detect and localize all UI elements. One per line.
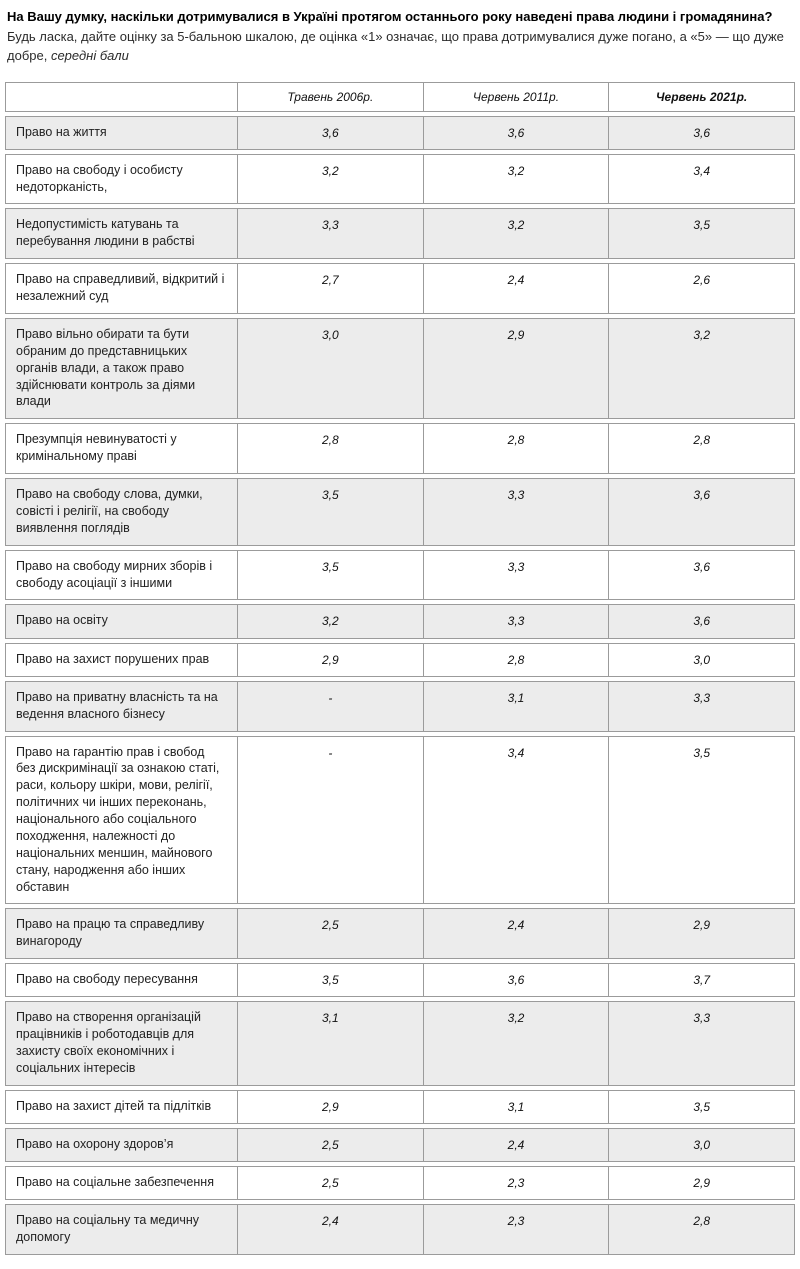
row-label: Право на соціальну та медичну допомогу xyxy=(5,1204,238,1255)
header-empty-cell xyxy=(5,82,238,112)
score-cell: 2,9 xyxy=(238,1090,424,1124)
score-cell: 3,6 xyxy=(609,116,795,150)
row-label: Право на свободу мирних зборів і свободу асоціації з іншими xyxy=(5,550,238,601)
score-cell: 3,6 xyxy=(609,478,795,546)
header-june-2011: Червень 2011р. xyxy=(424,82,610,112)
row-label: Право на створення організацій працівників і роботодавців для захисту своїх економічних і соціальних інтересів xyxy=(5,1001,238,1086)
score-cell: 3,2 xyxy=(238,604,424,638)
table-row xyxy=(5,263,795,314)
score-cell: 3,2 xyxy=(424,1001,610,1086)
row-label: Право на свободу слова, думки, совісті і релігії, на свободу виявлення поглядів xyxy=(5,478,238,546)
score-cell: 3,3 xyxy=(424,550,610,601)
score-cell: 3,6 xyxy=(609,550,795,601)
score-cell: 3,7 xyxy=(609,963,795,997)
score-cell: 3,3 xyxy=(609,1001,795,1086)
score-cell: 3,6 xyxy=(609,604,795,638)
score-cell: 3,5 xyxy=(238,963,424,997)
table-row xyxy=(5,604,795,638)
row-label: Право на свободу пересування xyxy=(5,963,238,997)
score-cell: 3,6 xyxy=(424,116,610,150)
score-cell: 2,3 xyxy=(424,1166,610,1200)
row-label: Право на соціальне забезпечення xyxy=(5,1166,238,1200)
score-cell: 3,5 xyxy=(609,736,795,905)
survey-question xyxy=(7,7,793,66)
score-cell: 3,5 xyxy=(238,478,424,546)
score-cell: 2,5 xyxy=(238,908,424,959)
row-label: Право вільно обирати та бути обраним до представницьких органів влади, а також право здійснювати контроль за діями влади xyxy=(5,318,238,419)
score-cell: 2,8 xyxy=(424,643,610,677)
table-header-row xyxy=(5,82,795,112)
score-cell: 2,7 xyxy=(238,263,424,314)
table-row xyxy=(5,1090,795,1124)
score-cell: 3,5 xyxy=(238,550,424,601)
score-cell: 2,3 xyxy=(424,1204,610,1255)
row-label: Право на справедливий, відкритий і незалежний суд xyxy=(5,263,238,314)
score-cell: 3,6 xyxy=(424,963,610,997)
row-label: Право на освіту xyxy=(5,604,238,638)
score-cell: 2,8 xyxy=(238,423,424,474)
score-cell: 3,0 xyxy=(609,643,795,677)
table-row xyxy=(5,1166,795,1200)
header-may-2006: Травень 2006р. xyxy=(238,82,424,112)
row-label: Право на охорону здоров’я xyxy=(5,1128,238,1162)
table-row xyxy=(5,643,795,677)
row-label: Презумпція невинуватості у кримінальному праві xyxy=(5,423,238,474)
table-row xyxy=(5,550,795,601)
table-row xyxy=(5,478,795,546)
score-cell: 3,3 xyxy=(238,208,424,259)
score-cell: 3,1 xyxy=(238,1001,424,1086)
score-cell: 3,2 xyxy=(238,154,424,205)
score-cell: 2,8 xyxy=(424,423,610,474)
table-row xyxy=(5,1001,795,1086)
score-cell: 2,4 xyxy=(424,1128,610,1162)
row-label: Право на життя xyxy=(5,116,238,150)
score-cell: 2,4 xyxy=(238,1204,424,1255)
table-row xyxy=(5,1128,795,1162)
score-cell: 3,4 xyxy=(609,154,795,205)
score-cell: 2,5 xyxy=(238,1128,424,1162)
score-cell: - xyxy=(238,736,424,905)
score-cell: 3,2 xyxy=(424,208,610,259)
score-cell: 3,2 xyxy=(609,318,795,419)
question-scale-explanation: Будь ласка, дайте оцінку за 5-бальною шкалою, де оцінка «1» означає, що права дотримувалися дуже погано, а «5» — що дуже добре, xyxy=(7,28,784,63)
score-cell: 3,0 xyxy=(609,1128,795,1162)
table-row xyxy=(5,154,795,205)
rights-ratings-table xyxy=(5,78,795,1260)
row-label: Недопустимість катувань та перебування людини в рабстві xyxy=(5,208,238,259)
table-row xyxy=(5,681,795,732)
score-cell: 2,9 xyxy=(424,318,610,419)
score-cell: 3,6 xyxy=(238,116,424,150)
score-cell: 3,4 xyxy=(424,736,610,905)
score-cell: 3,1 xyxy=(424,1090,610,1124)
score-cell: 3,2 xyxy=(424,154,610,205)
score-cell: 2,9 xyxy=(238,643,424,677)
score-cell: 2,4 xyxy=(424,908,610,959)
score-cell: 2,8 xyxy=(609,1204,795,1255)
question-average-scores-note: середні бали xyxy=(50,48,129,63)
table-row xyxy=(5,116,795,150)
score-cell: 3,1 xyxy=(424,681,610,732)
score-cell: 2,9 xyxy=(609,1166,795,1200)
score-cell: 2,8 xyxy=(609,423,795,474)
table-row xyxy=(5,423,795,474)
table-row xyxy=(5,908,795,959)
question-bold-text: На Вашу думку, наскільки дотримувалися в Україні протягом останнього року наведені права людини і громадянина? xyxy=(7,9,773,24)
table-row xyxy=(5,208,795,259)
row-label: Право на захист дітей та підлітків xyxy=(5,1090,238,1124)
row-label: Право на працю та справедливу винагороду xyxy=(5,908,238,959)
score-cell: 2,6 xyxy=(609,263,795,314)
score-cell: - xyxy=(238,681,424,732)
score-cell: 3,3 xyxy=(424,478,610,546)
score-cell: 3,3 xyxy=(609,681,795,732)
score-cell: 3,5 xyxy=(609,208,795,259)
table-row xyxy=(5,736,795,905)
table-row xyxy=(5,963,795,997)
score-cell: 3,3 xyxy=(424,604,610,638)
score-cell: 3,5 xyxy=(609,1090,795,1124)
score-cell: 2,5 xyxy=(238,1166,424,1200)
row-label: Право на свободу і особисту недоторканість, xyxy=(5,154,238,205)
table-row xyxy=(5,318,795,419)
row-label: Право на приватну власність та на ведення власного бізнесу xyxy=(5,681,238,732)
score-cell: 2,9 xyxy=(609,908,795,959)
score-cell: 2,4 xyxy=(424,263,610,314)
header-june-2021: Червень 2021р. xyxy=(609,82,795,112)
table-row xyxy=(5,1204,795,1255)
score-cell: 3,0 xyxy=(238,318,424,419)
row-label: Право на захист порушених прав xyxy=(5,643,238,677)
row-label: Право на гарантію прав і свобод без дискримінації за ознакою статі, раси, кольору шкіри, мови, релігії, політичних чи інших переконань, національного або соціального походження, належності до національних меншин, майнового стану, народження або інших обставин xyxy=(5,736,238,905)
table-body xyxy=(5,116,795,1256)
